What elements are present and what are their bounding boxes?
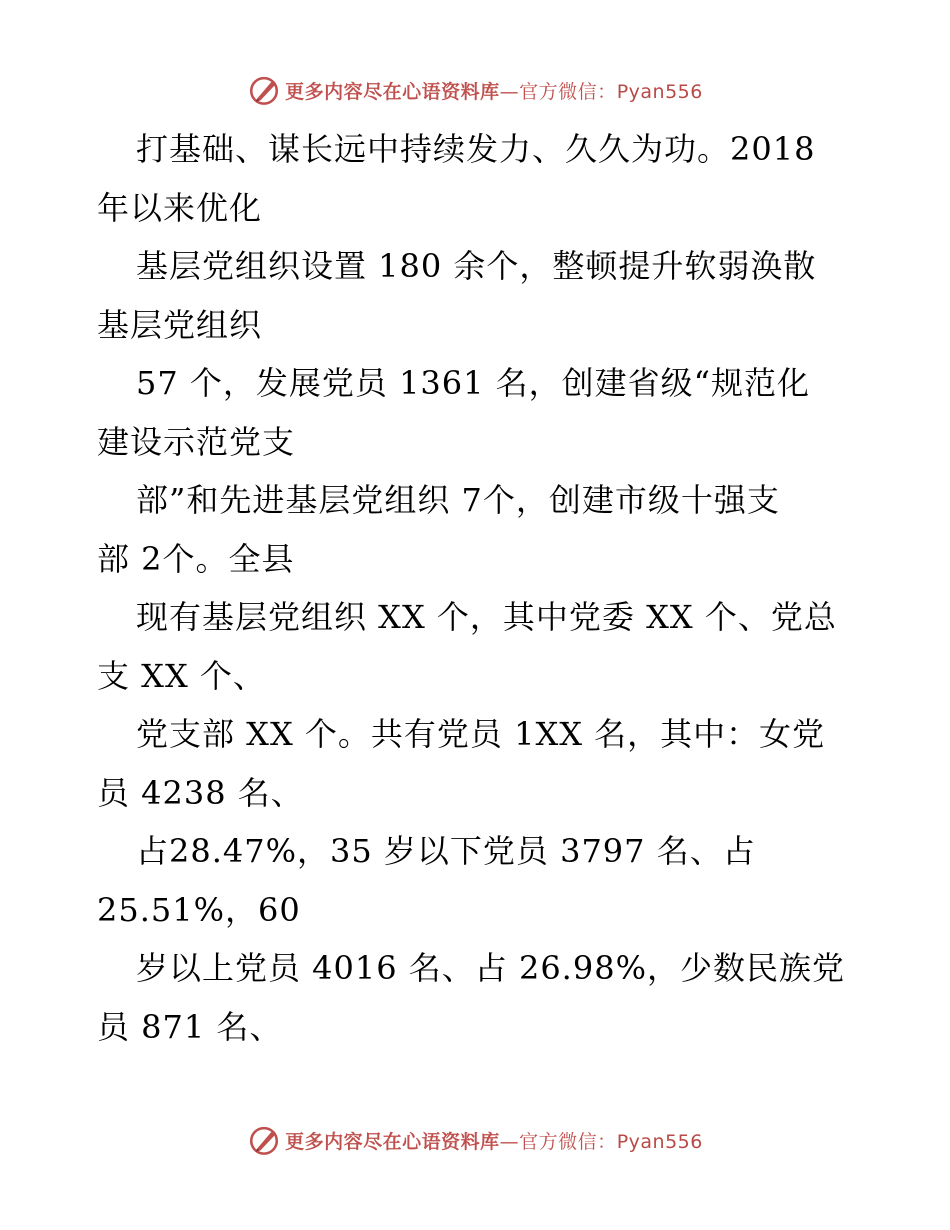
- text-line: 25.51%，60: [97, 890, 301, 929]
- text-line: 打基础、谋长远中持续发力、久久为功。2018: [136, 130, 816, 168]
- text-line: 建设示范党支: [97, 422, 296, 461]
- banner-contact-id: Pyan556: [616, 1130, 703, 1153]
- header-banner: [0, 70, 950, 110]
- text-line: 年以来优化: [97, 188, 263, 227]
- text-line: 支 XX 个、: [97, 656, 266, 695]
- text-line: 部 2个。全县: [97, 539, 295, 578]
- text-line: 岁以上党员 4016 名、占 26.98%，少数民族党: [136, 949, 845, 987]
- text-line: 占28.47%，35 岁以下党员 3797 名、占: [136, 832, 756, 870]
- text-line: 员 4238 名、: [97, 773, 304, 812]
- text-line: 党支部 XX 个。共有党员 1XX 名，其中：女党: [136, 715, 826, 753]
- banner-contact-label: 官方微信：: [519, 1130, 617, 1153]
- pen-logo-icon: [247, 73, 281, 107]
- banner-library-name: 更多内容尽在心语资料库: [285, 1130, 500, 1153]
- banner-contact-label: 官方微信：: [519, 80, 617, 103]
- text-line: 基层党组织设置 180 余个，整顿提升软弱涣散: [136, 247, 817, 285]
- text-line: 57 个，发展党员 1361 名，创建省级“规范化: [136, 364, 811, 402]
- document-body: [97, 120, 857, 1056]
- text-line: 基层党组织: [97, 305, 263, 344]
- banner-contact-id: Pyan556: [616, 80, 703, 103]
- pen-logo-icon: [247, 1123, 281, 1157]
- text-line: 现有基层党组织 XX 个，其中党委 XX 个、党总: [136, 598, 837, 636]
- text-line: 部”和先进基层党组织 7个，创建市级十强支: [136, 481, 780, 519]
- banner-dash: —: [499, 80, 520, 103]
- banner-library-name: 更多内容尽在心语资料库: [285, 80, 500, 103]
- footer-banner: [0, 1120, 950, 1160]
- banner-dash: —: [499, 1130, 520, 1153]
- text-line: 员 871 名、: [97, 1007, 283, 1046]
